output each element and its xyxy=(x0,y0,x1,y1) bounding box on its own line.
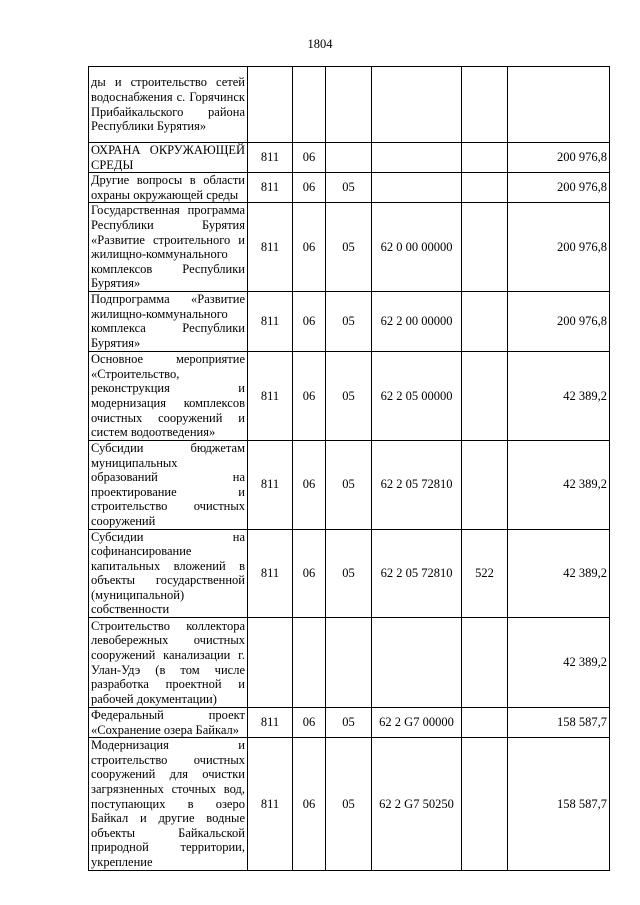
expense-type-code xyxy=(462,67,508,143)
target-code: 62 0 00 00000 xyxy=(372,203,462,292)
amount: 200 976,8 xyxy=(508,203,610,292)
ministry-code: 811 xyxy=(248,351,293,440)
row-name: Субсидии на софинансирование капитальных вложений в объекты государственной (муниципальной) собственности xyxy=(89,529,248,618)
expense-type-code xyxy=(462,351,508,440)
expense-type-code xyxy=(462,708,508,738)
target-code xyxy=(372,67,462,143)
subsection-code: 05 xyxy=(326,351,372,440)
target-code xyxy=(372,618,462,708)
ministry-code: 811 xyxy=(248,440,293,529)
target-code: 62 2 00 00000 xyxy=(372,291,462,351)
expense-type-code xyxy=(462,738,508,870)
target-code: 62 2 05 72810 xyxy=(372,529,462,618)
section-code xyxy=(293,67,326,143)
subsection-code: 05 xyxy=(326,291,372,351)
section-code: 06 xyxy=(293,351,326,440)
table-row xyxy=(89,618,610,708)
ministry-code: 811 xyxy=(248,708,293,738)
section-code xyxy=(293,618,326,708)
section-code: 06 xyxy=(293,203,326,292)
amount: 200 976,8 xyxy=(508,143,610,173)
ministry-code: 811 xyxy=(248,143,293,173)
expense-type-code xyxy=(462,173,508,203)
ministry-code: 811 xyxy=(248,173,293,203)
section-code: 06 xyxy=(293,440,326,529)
subsection-code: 05 xyxy=(326,203,372,292)
amount: 42 389,2 xyxy=(508,618,610,708)
amount: 42 389,2 xyxy=(508,440,610,529)
row-name: Модернизация и строительство очистных сооружений для очистки загрязненных сточных вод, поступающих в озеро Байкал и другие водные объекты Байкальской природной территории, укрепление xyxy=(89,738,248,870)
expense-type-code xyxy=(462,618,508,708)
table-row xyxy=(89,738,610,870)
target-code: 62 2 G7 50250 xyxy=(372,738,462,870)
row-name: ды и строительство сетей водоснабжения с. Горячинск Прибайкальского района Республики Бурятия» xyxy=(89,67,248,143)
section-code: 06 xyxy=(293,738,326,870)
table-row xyxy=(89,143,610,173)
expense-type-code xyxy=(462,203,508,292)
table-row xyxy=(89,291,610,351)
subsection-code xyxy=(326,143,372,173)
target-code: 62 2 G7 00000 xyxy=(372,708,462,738)
ministry-code xyxy=(248,67,293,143)
ministry-code: 811 xyxy=(248,291,293,351)
table-row xyxy=(89,67,610,143)
subsection-code: 05 xyxy=(326,440,372,529)
subsection-code: 05 xyxy=(326,708,372,738)
amount: 42 389,2 xyxy=(508,529,610,618)
subsection-code xyxy=(326,67,372,143)
section-code: 06 xyxy=(293,708,326,738)
section-code: 06 xyxy=(293,173,326,203)
row-name: Федеральный проект «Сохранение озера Байкал» xyxy=(89,708,248,738)
target-code xyxy=(372,173,462,203)
amount: 200 976,8 xyxy=(508,173,610,203)
section-code: 06 xyxy=(293,291,326,351)
subsection-code: 05 xyxy=(326,529,372,618)
ministry-code xyxy=(248,618,293,708)
page-number: 1804 xyxy=(307,37,333,51)
amount: 42 389,2 xyxy=(508,351,610,440)
expense-type-code xyxy=(462,143,508,173)
table-row xyxy=(89,203,610,292)
target-code: 62 2 05 00000 xyxy=(372,351,462,440)
expense-type-code xyxy=(462,440,508,529)
ministry-code: 811 xyxy=(248,529,293,618)
subsection-code: 05 xyxy=(326,173,372,203)
budget-table xyxy=(88,66,610,871)
expense-type-code: 522 xyxy=(462,529,508,618)
subsection-code: 05 xyxy=(326,738,372,870)
amount: 158 587,7 xyxy=(508,738,610,870)
table-row xyxy=(89,708,610,738)
row-name: Подпрограмма «Развитие жилищно-коммунального комплекса Республики Бурятия» xyxy=(89,291,248,351)
subsection-code xyxy=(326,618,372,708)
row-name: ОХРАНА ОКРУЖАЮЩЕЙ СРЕДЫ xyxy=(89,143,248,173)
row-name: Основное мероприятие «Строительство, реконструкция и модернизация комплексов очистных сооружений и систем водоотведения» xyxy=(89,351,248,440)
row-name: Другие вопросы в области охраны окружающей среды xyxy=(89,173,248,203)
row-name: Государственная программа Республики Бурятия «Развитие строительного и жилищно-коммунального комплексов Республики Бурятия» xyxy=(89,203,248,292)
row-name: Строительство коллектора левобережных очистных сооружений канализации г. Улан-Удэ (в том числе разработка проектной и рабочей документации) xyxy=(89,618,248,708)
ministry-code: 811 xyxy=(248,203,293,292)
table-row xyxy=(89,440,610,529)
amount: 158 587,7 xyxy=(508,708,610,738)
table-row xyxy=(89,173,610,203)
table-row xyxy=(89,529,610,618)
table-row xyxy=(89,351,610,440)
amount: 200 976,8 xyxy=(508,291,610,351)
row-name: Субсидии бюджетам муниципальных образований на проектирование и строительство очистных сооружений xyxy=(89,440,248,529)
target-code xyxy=(372,143,462,173)
section-code: 06 xyxy=(293,529,326,618)
section-code: 06 xyxy=(293,143,326,173)
amount xyxy=(508,67,610,143)
target-code: 62 2 05 72810 xyxy=(372,440,462,529)
ministry-code: 811 xyxy=(248,738,293,870)
expense-type-code xyxy=(462,291,508,351)
